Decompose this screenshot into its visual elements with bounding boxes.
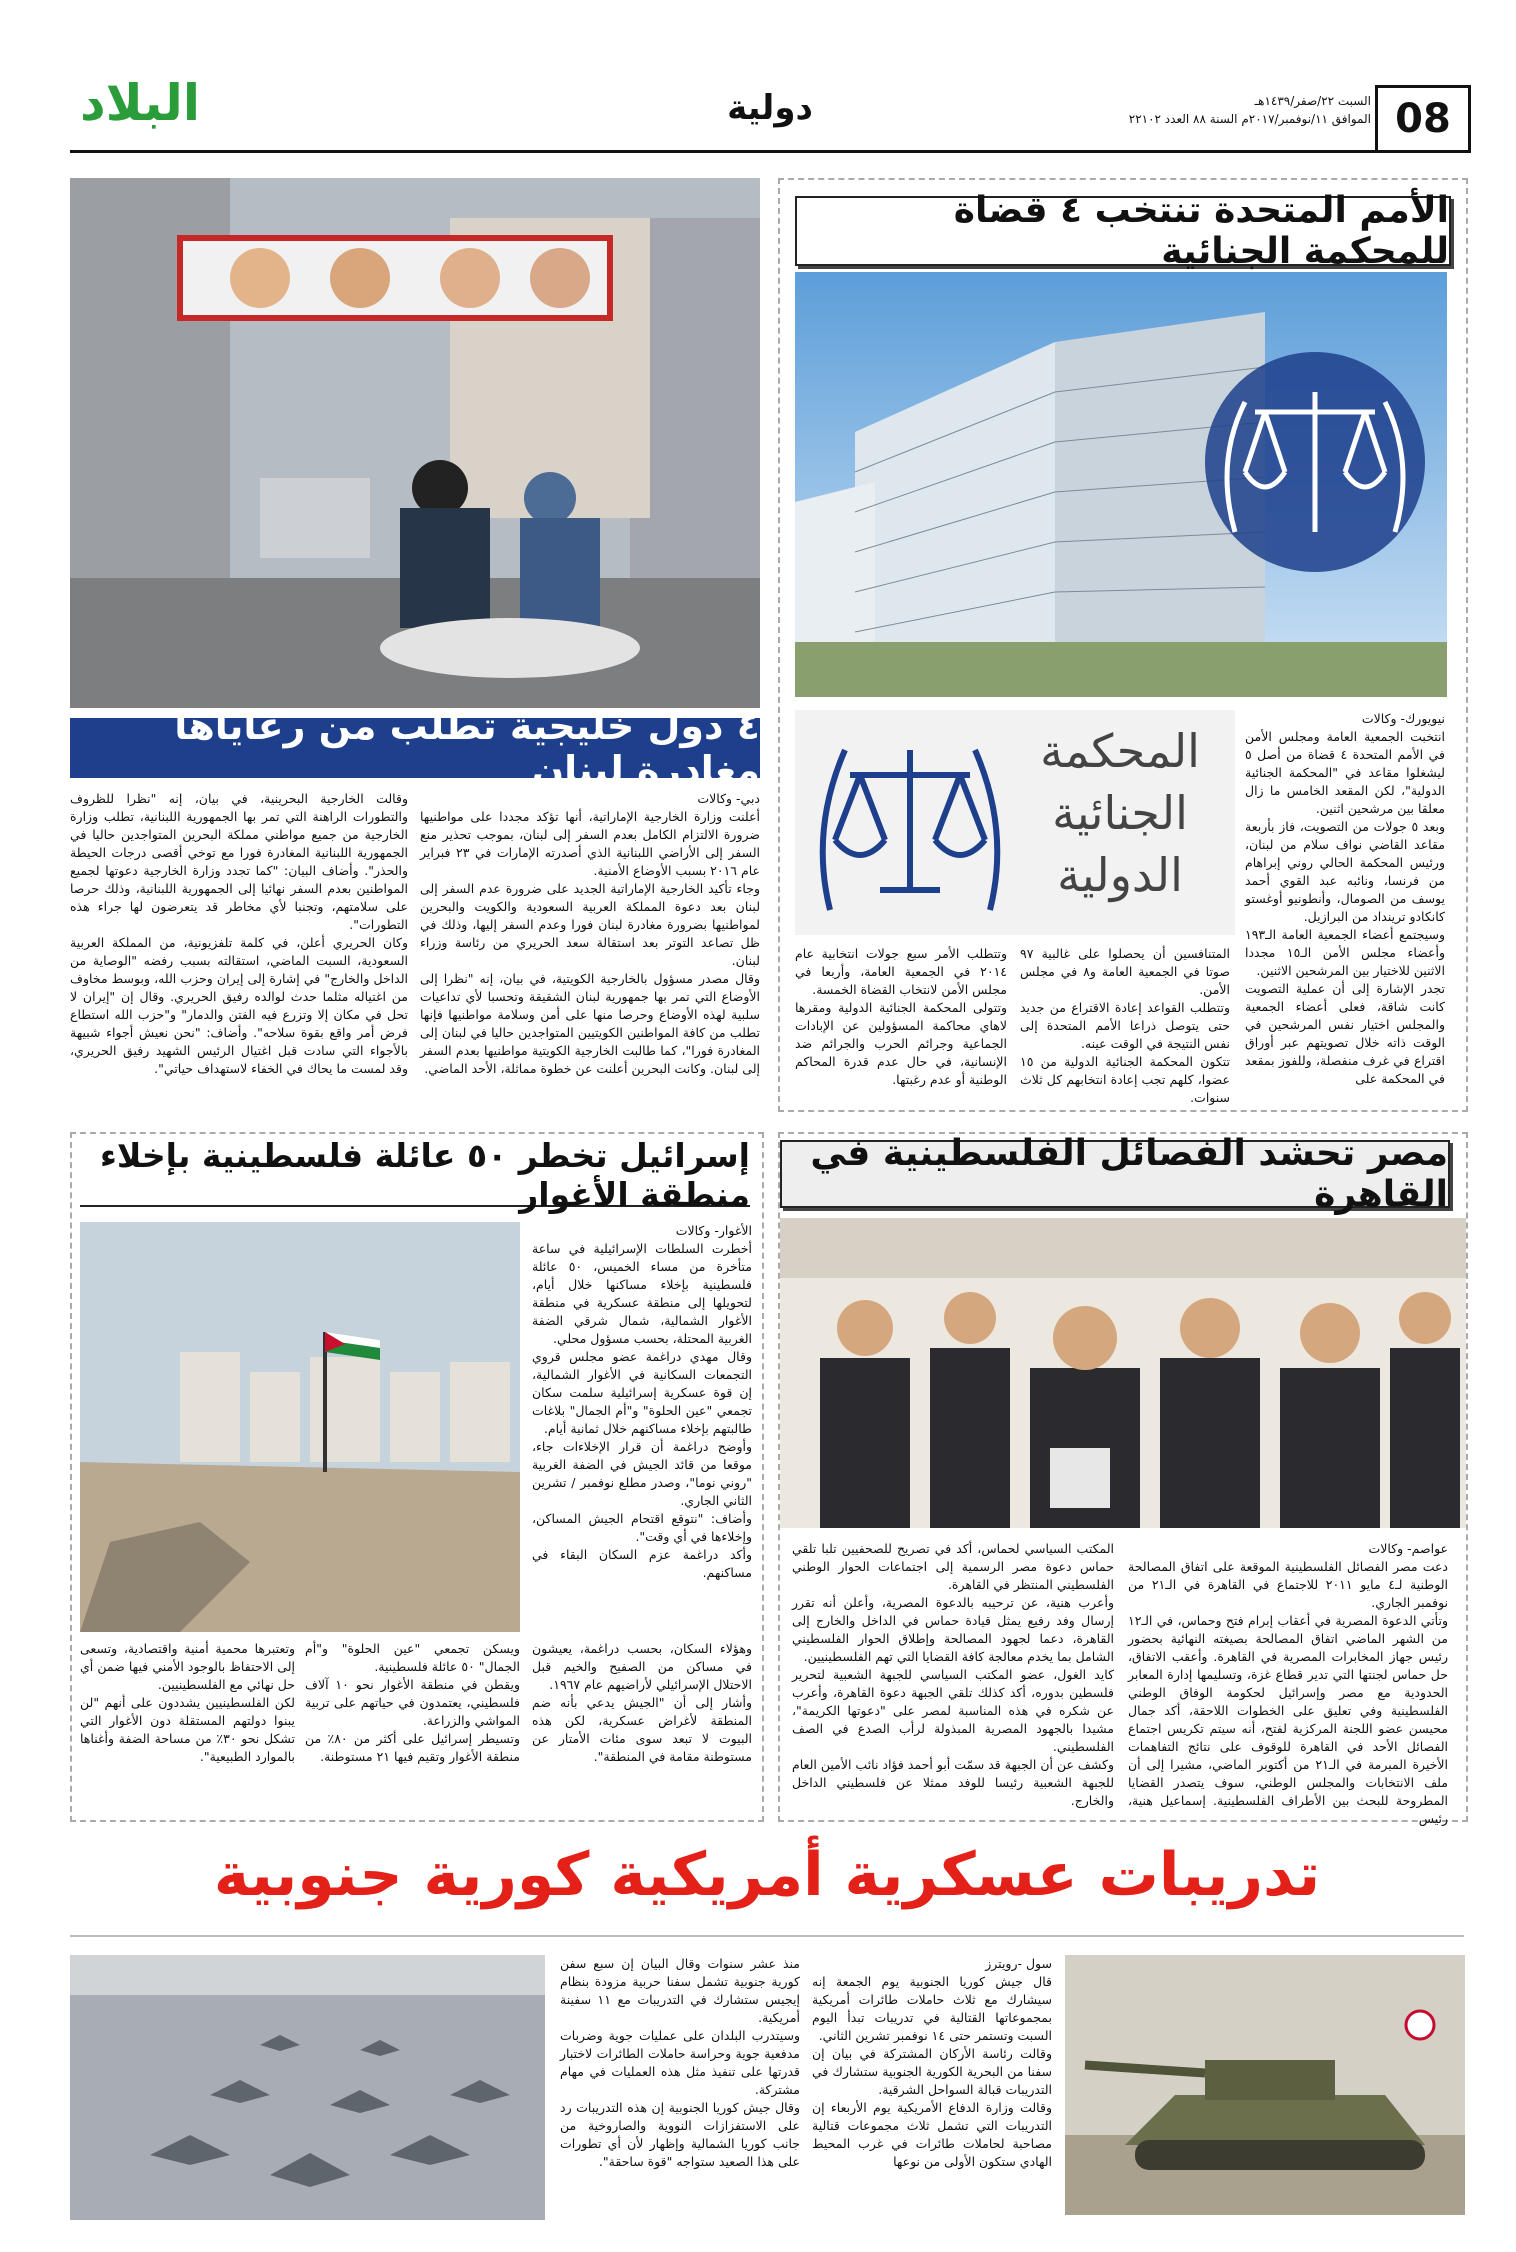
lebanon-headline-bar	[70, 704, 760, 792]
israel-headline: إسرائيل تخطر ٥٠ عائلة فلسطينية بإخلاء منطقة الأغوار	[99, 1136, 750, 1214]
icc-headline: الأمم المتحدة تنتخب ٤ قضاة للمحكمة الجنائية	[795, 196, 1451, 266]
korea-col-2: منذ عشر سنوات وقال البيان إن سبع سفن كورية جنوبية تشمل سفنا حربية مزودة بنظام إيجيس ستشارك في التدريبات مع ١١ سفينة أمريكية. وسيتدرب البلدان على عمليات جوية وضربات مدفعية جوية وحراسة حاملات الطائرات لاختبار قدرتها على تنفيذ مثل هذه العمليات في مهام مشتركة. وقال جيش كوريا الجنوبية إن هذه التدريبات رد على الاستفزازات النووية والصاروخية من جانب كوريا الشمالية وإظهار لأن أي تطورات على هذا الصعيد ستواجه "قوة ساحقة".	[560, 1956, 800, 2169]
korea-rule	[70, 1935, 1464, 1937]
page-number-box	[1375, 85, 1471, 153]
icc-logo-graphic	[795, 710, 1235, 935]
beirut-street-photo	[70, 178, 760, 708]
korea-headline: تدريبات عسكرية أمريكية كورية جنوبية	[213, 1840, 1321, 1910]
israel-col-right: الأغوار- وكالات أخطرت السلطات الإسرائيلية في ساعة متأخرة من مساء الخميس، ٥٠ عائلة فلسطينية بإخلاء مساكنها خلال أيام، لتحويلها إلى منطقة عسكرية في منطقة الأغوار الشمالية، شمال شرقي الضفة الغربية المحتلة، بحسب مسؤول محلي. وقال مهدي دراغمة عضو مجلس قروي التجمعات السكانية في الأغوار الشمالية، إن قوة عسكرية إسرائيلية سلمت سكان تجمعي "عين الحلوة" و"أم الجمال" بلاغات طالبتهم بإخلاء مساكنهم خلال ثمانية أيام. وأوضح دراغمة أن قرار الإخلاءات جاء، موقعا من قائد الجيش في الضفة الغربية "روني نوما"، وصدر مطلع نوفمبر / تشرين الثاني الجاري. وأضاف: "نتوقع اقتحام الجيش المساكن، وإخلاءها في أي وقت". وأكد دراغمة عزم السكان البقاء في مساكنهم.	[532, 1223, 753, 1580]
jordan-valley-photo	[80, 1222, 520, 1632]
lebanon-col-2: وقالت الخارجية البحرينية، في بيان، إنه "نظرا للظروف والتطورات الراهنة التي تمر بها الجمهورية اللبنانية، تطلب وزارة الخارجية من جميع مواطني مملكة البحرين المتواجدين حاليا في الجمهورية اللبنانية المغادرة فورا مع توخي أقصى درجات الحيطة والحذر". وأضاف البيان: "كما تجدد وزارة الخارجية دعوتها لجميع المواطنين بعدم السفر نهائيا إلى الجمهورية اللبنانية، وذلك حرصا على سلامتهم، وتجنبا لأي مخاطر قد يتعرضون لها جراء هذه التطورات". وكان الحريري أعلن، في كلمة تلفزيونية، من المملكة العربية السعودية، السبت الماضي، استقالته بسبب رفضه "الوصاية من الداخل والخارج" في إشارة إلى إيران وحزب الله، وبوسط مخاوف من اغتياله مثلما حدث لوالده رفيق الحريري. وقال إن "إيران لا تحل في مكان إلا وتزرع فيه الفتن والدمار" و"حزب الله استطاع فرض أمر واقع بقوة سلاحه". وأضاف: "نحن نعيش أجواء شبيهة بالأجواء التي سادت قبل اغتيال الرئيس الشهيد رفيق الحريري، وقد لمست ما يحاك في الخفاء لاستهداف حياتي".	[70, 791, 408, 1076]
israel-col-b2: ويسكن تجمعي "عين الحلوة" و"أم الجمال" ٥٠ عائلة فلسطينية. ويقطن في منطقة الأغوار نحو ١٠ آلاف فلسطيني، يعتمدون في حياتهم على تربية المواشي والزراعة. وتسيطر إسرائيل على أكثر من ٨٠٪ من منطقة الأغوار وتقيم فيها ٢١ مستوطنة.	[305, 1641, 521, 1764]
israel-col-b1: وهؤلاء السكان، بحسب دراغمة، يعيشون في مساكن من الصفيح والخيم قبل الاحتلال الإسرائيلي لأراضيهم عام ١٩٦٧. وأشار إلى أن "الجيش يدعي بأنه ضم المنطقة لأغراض عسكرية، لكن هذه البيوت لا تبعد سوى مئات الأمتار عن مستوطنة مقامة في المنطقة".	[532, 1641, 752, 1764]
masthead-rule	[70, 150, 1471, 153]
fighter-jets-photo	[70, 1955, 545, 2220]
egypt-col-1: عواصم- وكالات دعت مصر الفصائل الفلسطينية الموقعة على اتفاق المصالحة الوطنية لـ٤ مايو ٢٠١١ للاجتماع في القاهرة في الـ٢١ من نوفمبر الجاري. وتأتي الدعوة المصرية في أعقاب إبرام فتح وحماس، في الـ١٢ من الشهر الماضي اتفاق المصالحة بصيغته النهائية بحضور رئيس جهاز المخابرات المصرية في القاهرة. وأعقب الاتفاق، حل حماس لجنتها التي تدير قطاع غزة، وتسليمها إدارة المعابر الحدودية مع مصر وإسرائيل لحكومة الوفاق الوطني الفلسطينية وفي تعليق على الخطوات اللاحقة، أكد جمال محيسن عضو اللجنة المركزية لفتح، أنه سيتم تكريس اجتماع الفصائل الأحد في القاهرة للوقوف على نتائج التفاهمات الأخيرة المبرمة في الـ٢١ من أكتوبر الماضي، مشيرا إلى أن ملف الانتخابات والمجلس الوطني، سوف يتصدر القضايا المطروحة للبحث بين الأطراف الفلسطينية. إسماعيل هنية، رئيس	[1128, 1541, 1448, 1826]
scales-of-justice-icon	[810, 720, 1010, 925]
page-number: 08	[1395, 96, 1451, 142]
korea-col-1: سول -رويترز قال جيش كوريا الجنوبية يوم الجمعة إنه سيشارك مع ثلاث حاملات طائرات أمريكية بمجموعاتها القتالية في تدريبات تبدأ اليوم السبت وتستمر حتى ١٤ نوفمبر تشرين الثاني. وقالت رئاسة الأركان المشتركة في بيان إن سفنا من البحرية الكورية الجنوبية ستشارك في التدريبات قبالة السواحل الشرقية. وقالت وزارة الدفاع الأمريكية يوم الأربعاء إن التدريبات التي تشمل ثلاث مجموعات قتالية مصاحبة لحاملات طائرات في غرب المحيط الهادي ستكون الأولى من نوعها	[812, 1956, 1052, 2169]
israel-col-b3: وتعتبرها محمية أمنية واقتصادية، وتسعى إلى الاحتفاظ بالوجود الأمني فيها ضمن أي حل نهائي مع الفلسطينيين. لكن الفلسطينيين يشددون على أنهم "لن يبنوا دولتهم المستقلة دون الأغوار التي تشكل نحو ٣٠٪ من مساحة الضفة وأغناها بالموارد الطبيعية".	[80, 1641, 296, 1764]
egypt-col-2: المكتب السياسي لحماس، أكد في تصريح للصحفيين تلبا تلقي حماس دعوة مصر الرسمية إلى اجتماعات الحوار الوطني الفلسطيني المنتظر في القاهرة. وأعرب هنية، عن ترحيبه بالدعوة المصرية، وأعلن أنه تقرر إرسال وفد رفيع يمثل قيادة حماس في الداخل والخارج إلى القاهرة، دعما لجهود المصالحة وإطلاق الحوار الفلسطيني الشامل بما يخدم معالجة كافة القضايا التي تهم الفلسطينيين. كايد الغول، عضو المكتب السياسي للجبهة الشعبية لتحرير فلسطين بدوره، أكد كذلك تلقي الجبهة دعوة القاهرة، وأعرب عن شكره في هذه المناسبة لمصر على "دعوتها الكريمة"، مشيدا بالجهود المصرية المبذولة لرأب الصدع في الصف الفلسطيني. وكشف عن أن الجبهة قد سمّت أبو أحمد فؤاد نائب الأمين العام للجبهة الشعبية رئيسا للوفد ممثلا عن فلسطيني الداخل والخارج.	[792, 1541, 1114, 1808]
korean-tank-photo	[1065, 1955, 1465, 2215]
icc-building-photo	[795, 272, 1447, 697]
section-title: دولية	[727, 88, 813, 128]
logo: البلاد	[80, 74, 200, 132]
lebanon-col-1: دبي- وكالات أعلنت وزارة الخارجية الإماراتية، أنها تؤكد مجددا على مواطنيها ضرورة الالتزام الكامل بعدم السفر إلى لبنان، بموجب تحذير منع السفر إلى الأراضي اللبنانية الذي أصدرته الإمارات في ٢٣ فبراير عام ٢٠١٦ بسبب الأوضاع الأمنية. وجاء تأكيد الخارجية الإماراتية الجديد على ضرورة عدم السفر إلى لبنان بعد دعوة المملكة العربية السعودية والكويت والبحرين لمواطنيها بضرورة مغادرة لبنان فورا وعدم السفر إليها، وذلك في ظل تصاعد التوتر بعد استقالة سعد الحريري من رئاسة وزراء لبنان. وقال مصدر مسؤول بالخارجية الكويتية، في بيان، إنه "نظرا إلى الأوضاع التي تمر بها جمهورية لبنان الشقيقة وتحسبا لأي تداعيات سلبية لهذه الأوضاع وحرصا منها على أمن وسلامة مواطنيها فإنها تطلب من كافة المواطنين الكويتيين المتواجدين حاليا في لبنان إلى المغادرة فورا"، كما طالبت الخارجية الكويتية مواطنيها بعدم السفر إلى لبنان. وكانت البحرين أعلنت عن خطوة مماثلة، الأحد الماضي.	[420, 791, 761, 1076]
egypt-headline: مصر تحشد الفصائل الفلسطينية في القاهرة	[780, 1140, 1450, 1208]
israel-headline-box	[80, 1136, 750, 1214]
palestinian-leaders-photo	[780, 1218, 1466, 1528]
icc-col-2: المتنافسين أن يحصلوا على غالبية ٩٧ صوتا في الجمعية العامة و٨ في مجلس الأمن. وتتطلب القواعد إعادة الاقتراع من جديد حتى يتوصل ذراعا الأمم المتحدة إلى نفس النتيجة في الوقت عينه. تتكون المحكمة الجنائية الدولية من ١٥ عضوا، كلهم تجب إعادة انتخابهم كل ثلاث سنوات.	[1020, 946, 1230, 1105]
icc-col-1: نيويورك- وكالات انتخبت الجمعية العامة ومجلس الأمن في الأمم المتحدة ٤ قضاة من أصل ٥ ليشغلوا مقاعد في "المحكمة الجنائية الدولية"، لكن المقعد الخامس ما زال معلقا بين مرشحين اثنين. وبعد ٥ جولات من التصويت، فاز بأربعة مقاعد القاضي نواف سلام من لبنان، ورئيس المحكمة الحالي روني إبراهام من فرنسا، ونائبه عبد القوي أحمد يوسف من الصومال، وأنطونيو أوغستو كانكادو ترينداد من البرازيل. وسيجتمع أعضاء الجمعية العامة الـ١٩٣ وأعضاء مجلس الأمن الـ١٥ مجددا الاثنين للاختيار بين المرشحين الاثنين. تجدر الإشارة إلى أن عملية التصويت كانت شاقة، فعلى أعضاء الجمعية والمجلس اختيار نفس المرشحين في الوقت ذاته خلال تصويتهم عبر أوراق اقتراع في غرف منفصلة، وللفوز بمقعد في المحكمة على	[1245, 711, 1445, 1086]
date-gregorian: الموافق ١١/نوفمبر/٢٠١٧م السنة ٨٨ العدد ٢٢١٠٢	[1128, 112, 1371, 126]
lebanon-headline: ٤ دول خليجية تطلب من رعاياها مغادرة لبنان	[174, 704, 760, 792]
icc-logo-text: المحكمة الجنائية الدولية	[1040, 724, 1200, 902]
masthead	[0, 0, 1516, 160]
date-block	[1041, 92, 1371, 128]
date-hijri: السبت ٢٢/صفر/١٤٣٩هـ	[1254, 94, 1371, 108]
icc-col-3: وتتطلب الأمر سبع جولات انتخابية عام ٢٠١٤ في الجمعية العامة، وأربعا في مجلس الأمن لانتخاب القضاة الخمسة. وتتولى المحكمة الجنائية الدولية ومقرها لاهاي محاكمة المسؤولين عن الإبادات الجماعية وجرائم الحرب والجرائم ضد الإنسانية، في حال عدم قدرة المحاكم الوطنية أو عدم رغبتها.	[795, 946, 1007, 1087]
